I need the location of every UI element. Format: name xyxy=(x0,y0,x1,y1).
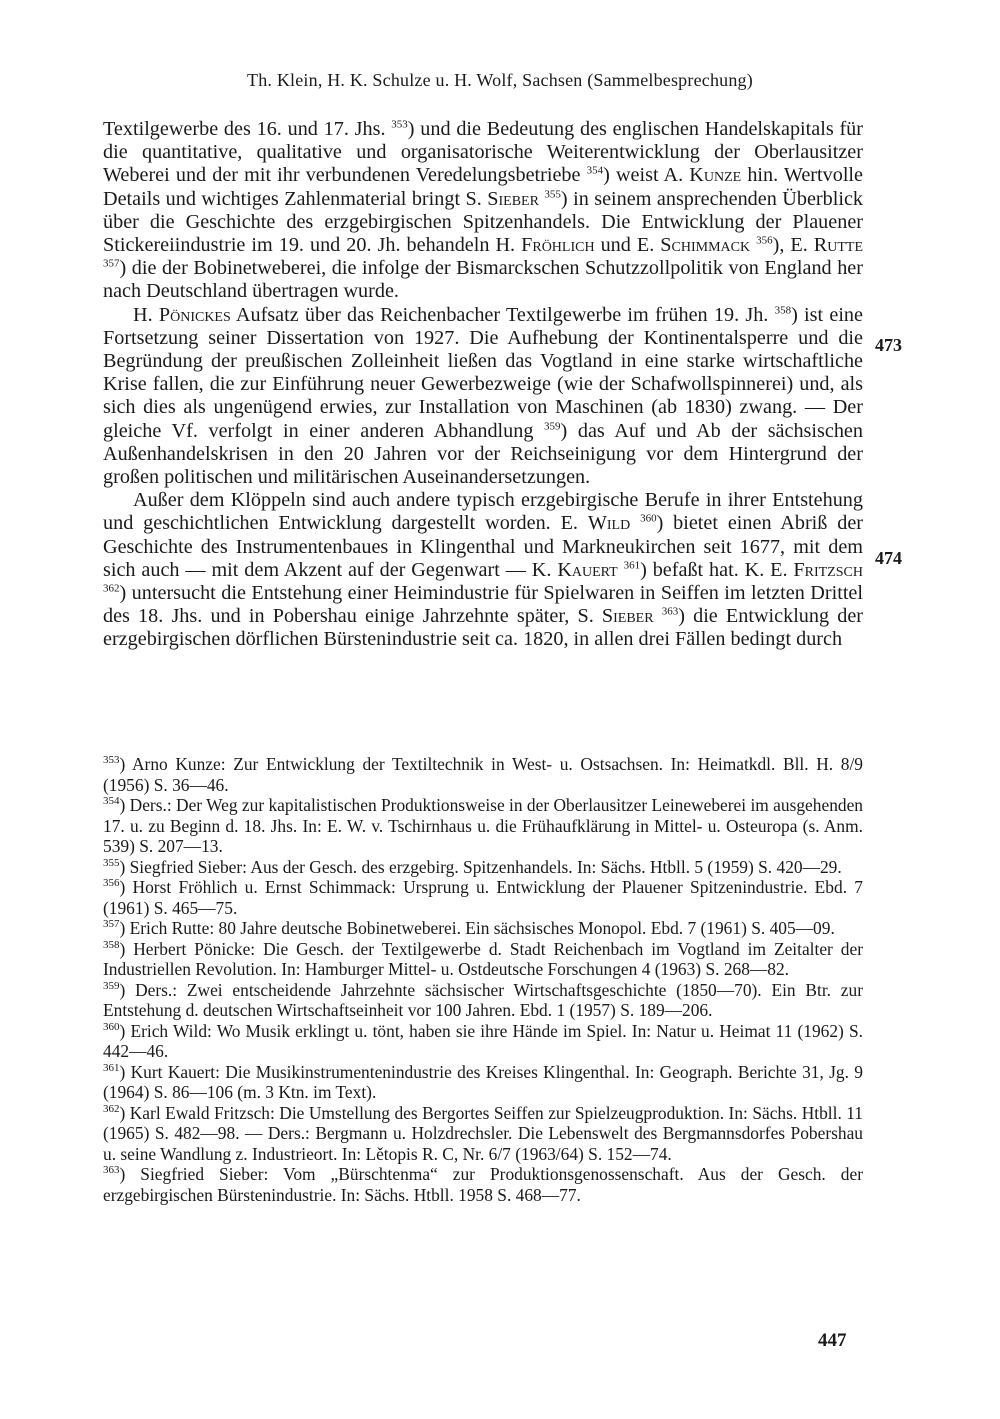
footnote-text: ) Ders.: Zwei entscheidende Jahrzehnte sächsischer Wirtschaftsgeschichte (1850—70). Ein Btr. zur Entstehung d. deutschen Wirtschaftseinheit vor 100 Jahren. Ebd. 1 (1957) S. 189—206. xyxy=(103,979,863,1020)
text-run: ) befaßt hat. K. E. xyxy=(640,558,794,581)
margin-number: 473 xyxy=(875,335,902,355)
footnote-number: 357 xyxy=(103,918,120,931)
footnote-ref[interactable]: 358 xyxy=(774,303,792,316)
footnote-ref[interactable]: 359 xyxy=(544,419,561,432)
footnote-number: 353 xyxy=(103,754,120,767)
footnote-number: 361 xyxy=(103,1061,120,1074)
footnote xyxy=(103,795,863,857)
footnote-number: 362 xyxy=(103,1102,120,1115)
text-run: ) die der Bobinetweberei, die infolge der Bismarckschen Schutzzollpolitik von England her nach Deutschland übertragen wurde. xyxy=(103,257,863,303)
footnote-number: 363 xyxy=(103,1164,120,1177)
footnote-number: 356 xyxy=(103,877,120,890)
text-run: ) und die Bedeutung des englischen Handelskapitals für die quantitative, qualitative und organisatorische Weiterentwicklung der Oberlausitzer Weberei und der mit ihr verbundenen Veredelungsbetriebe xyxy=(103,118,863,187)
paragraph-3 xyxy=(103,489,863,651)
text-run: und E. xyxy=(594,234,661,257)
author-name: Sieber xyxy=(601,605,654,628)
footnote-text: ) Siegfried Sieber: Vom „Bürschtenma“ zur Produktionsgenossenschaft. Aus der Gesch. der erzgebirgischen Bürstenindustrie. In: Sächs. Htbll. 1958 S. 468—77. xyxy=(103,1164,863,1205)
text-run: H. xyxy=(133,303,159,326)
footnote-text: ) Kurt Kauert: Die Musikinstrumentenindustrie des Kreises Klingenthal. In: Geograph. Berichte 31, Jg. 9 (1964) S. 86—106 (m. 3 Ktn. im Text). xyxy=(103,1061,863,1102)
footnote xyxy=(103,918,863,939)
text-run: Aufsatz über das Reichenbacher Textilgewerbe im frühen 19. Jh. xyxy=(230,303,775,326)
text-run: ), E. xyxy=(772,234,814,257)
footnote xyxy=(103,1164,863,1205)
footnote xyxy=(103,754,863,795)
running-head: Th. Klein, H. K. Schulze u. H. Wolf, Sachsen (Sammelbesprechung) xyxy=(247,70,753,90)
text-run: ) bietet einen Abriß der Geschichte des Instrumentenbaues in Klingenthal und Markneukirchen seit 1677, mit dem sich auch — mit dem Akzent auf der Gegenwart — K. xyxy=(103,512,864,581)
footnote-number: 354 xyxy=(103,795,120,808)
text-run: ) in seinem ansprechenden Überblick über die Geschichte des erzgebirgischen Spitzenhandels. Die Entwicklung der Plauener Stickereiindustrie im 19. und 20. Jh. behandeln H. xyxy=(103,187,864,257)
author-name: Pönickes xyxy=(158,303,231,326)
paragraph-1 xyxy=(103,118,863,304)
text-run: ) ist eine Fortsetzung seiner Dissertation von 1927. Die Aufhebung der Kontinentalsperre und die Begründung der preußischen Zolleinheit ließen das Vogtland in eine starke wirtschaftliche Krise fallen, die zur Einführung neuer Gewerbezweige (wie der Schafwollspinnerei) und, als sich dies als ungenügend erwies, zur Installation von Maschinen (ab 1830) zwang. — Der gleiche Vf. verfolgt in einer anderen Abhandlung xyxy=(103,303,863,442)
footnote-text: ) Erich Wild: Wo Musik erklingt u. tönt, haben sie ihre Hände im Spiel. In: Natur u. Heimat 11 (1962) S. 442—46. xyxy=(103,1020,863,1061)
author-name: Kauert xyxy=(557,558,618,581)
footnote xyxy=(103,980,863,1021)
page-number: 447 xyxy=(818,1330,847,1351)
footnote xyxy=(103,1021,863,1062)
footnote-text: ) Siegfried Sieber: Aus der Gesch. des erzgebirg. Spitzenhandels. In: Sächs. Htbll. 5 (1959) S. 420—29. xyxy=(119,856,842,877)
author-name: Fritzsch xyxy=(793,558,863,581)
text-run: ) untersucht die Entstehung einer Heimindustrie für Spielwaren in Seiffen im letzten Drittel des 18. Jhs. und in Pobershau einige Jahrzehnte später, S. xyxy=(103,582,863,628)
author-name: Wild xyxy=(587,512,631,535)
author-name: Rutte xyxy=(813,234,863,257)
footnote xyxy=(103,857,863,878)
footnote-ref[interactable]: 354 xyxy=(586,164,604,177)
footnote-number: 358 xyxy=(103,938,120,951)
footnote-text: ) Ders.: Der Weg zur kapitalistischen Produktionsweise in der Oberlausitzer Leineweberei im ausgehenden 17. u. zu Beginn d. 18. Jhs. In: E. W. v. Tschirnhaus u. die Frühaufklärung in Mittel- u. Osteuropa (s. Anm. 539) S. 207—13. xyxy=(103,795,863,856)
text-run: ) das Auf und Ab der sächsischen Außenhandelskrisen in den 20 Jahren vor der Reichseinigung vor dem Hintergrund der großen politischen und militärischen Auseinandersetzungen. xyxy=(103,419,863,489)
author-name: Sieber xyxy=(487,187,539,210)
author-name: Kunze xyxy=(689,164,742,187)
text-run: hin. Wertvolle Details und wichtiges Zahlenmaterial bringt S. xyxy=(103,164,863,210)
footnote xyxy=(103,1062,863,1103)
text-run: ) weist A. xyxy=(603,164,690,187)
footnote xyxy=(103,877,863,918)
footnote-ref[interactable]: 360 xyxy=(640,512,657,525)
text-run: ) die Entwicklung der erzgebirgischen dörflichen Bürstenindustrie seit ca. 1820, in allen drei Fällen bedingt durch xyxy=(103,605,864,651)
footnote-ref[interactable]: 362 xyxy=(103,582,120,595)
footnotes xyxy=(103,754,863,1205)
footnote-text: ) Erich Rutte: 80 Jahre deutsche Bobinetweberei. Ein sächsisches Monopol. Ebd. 7 (1961) S. 405—09. xyxy=(119,918,835,938)
footnote-ref[interactable]: 363 xyxy=(661,605,679,618)
footnote-ref[interactable]: 356 xyxy=(756,234,773,247)
author-name: Schimmack xyxy=(660,234,751,257)
footnote-text: ) Karl Ewald Fritzsch: Die Umstellung des Bergortes Seiffen zur Spielzeugproduktion. In: Sächs. Htbll. 11 (1965) S. 482—98. — Ders.: Bergmann u. Holzdrechsler. Die Lebenswelt des Bergmannsdorfes Pobershau u. seine Wandlung z. Industrieort. In: Lětopis R. C, Nr. 6/7 (1963/64) S. 152—74. xyxy=(103,1102,863,1164)
footnote-text: ) Arno Kunze: Zur Entwicklung der Textiltechnik in West- u. Ostsachsen. In: Heimatkdl. Bll. H. 8/9 (1956) S. 36—46. xyxy=(103,754,863,795)
body-text xyxy=(103,118,863,652)
footnote xyxy=(103,939,863,980)
text-run: Textilgewerbe des 16. und 17. Jhs. xyxy=(103,118,392,140)
footnote-text: ) Herbert Pönicke: Die Gesch. der Textilgewerbe d. Stadt Reichenbach im Vogtland im Zeitalter der Industriellen Revolution. In: Hamburger Mittel- u. Ostdeutsche Forschungen 4 (1963) S. 268—82. xyxy=(103,938,863,979)
footnote-number: 355 xyxy=(103,856,120,869)
footnote-number: 359 xyxy=(103,979,120,992)
footnote xyxy=(103,1103,863,1165)
margin-number: 474 xyxy=(875,548,902,568)
text-run: Außer dem Klöppeln sind auch andere typisch erzgebirgische Berufe in ihrer Entstehung und geschichtlichen Entwicklung dargestellt worden. E. xyxy=(103,489,863,535)
paragraph-2 xyxy=(103,304,863,490)
footnote-ref[interactable]: 361 xyxy=(623,559,641,572)
footnote-ref[interactable]: 355 xyxy=(544,187,561,200)
footnote-ref[interactable]: 357 xyxy=(103,257,120,270)
footnote-text: ) Horst Fröhlich u. Ernst Schimmack: Ursprung u. Entwicklung der Plauener Spitzenindustrie. Ebd. 7 (1961) S. 465—75. xyxy=(103,877,863,918)
footnote-number: 360 xyxy=(103,1020,120,1033)
author-name: Fröhlich xyxy=(521,234,595,257)
footnote-ref[interactable]: 353 xyxy=(391,118,408,131)
